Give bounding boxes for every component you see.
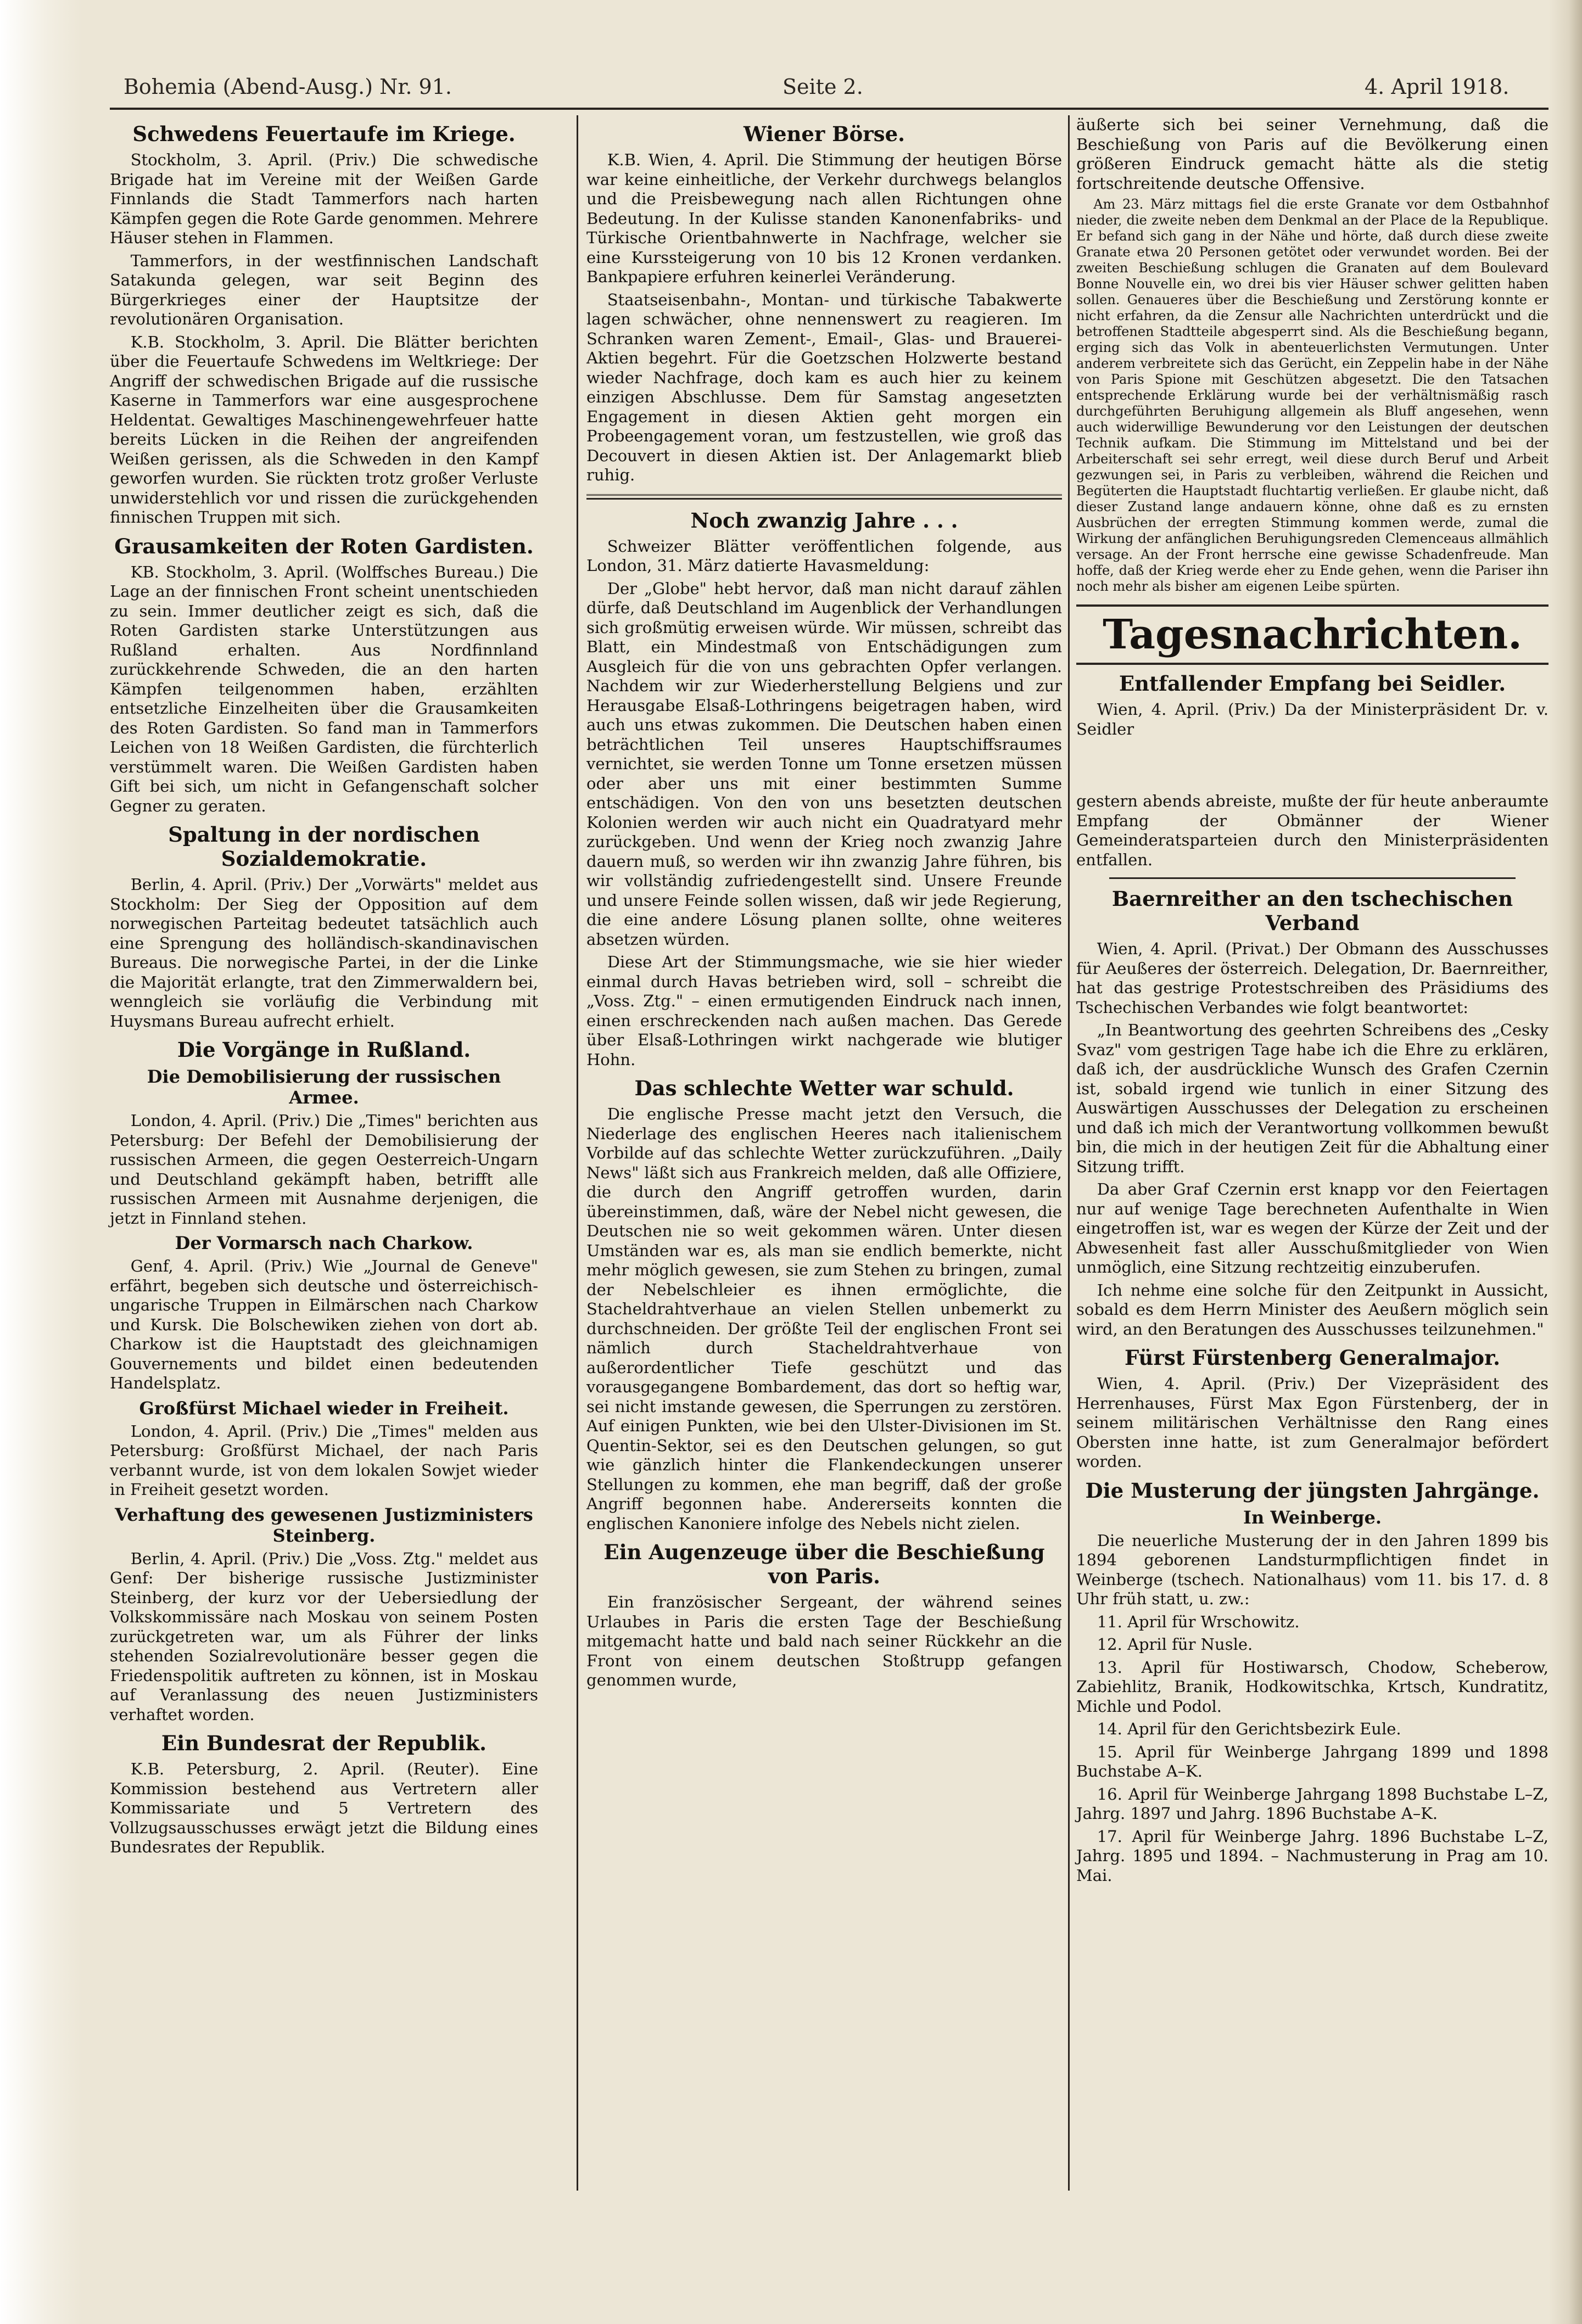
paragraph: Staatseisenbahn-, Montan- und türkische Tabakwerte lagen schwächer, ohne nennenswert zu reagieren. Im Schranken waren Zement-, Email-, Glas- und Brauerei-Aktien begehrt. Für die Goetzschen Holzwerte bestand wieder Nachfrage, doch kam es auch hier zu keinem einzigen Abschlusse. Dem für Samstag angesetzten Engagement in diesen Aktien geht morgen ein Probeengagement voran, um festzustellen, wie groß das Decouvert in diesen Aktien ist. Der Anlagemarkt blieb ruhig.	[586, 290, 1062, 484]
headline: Ein Augenzeuge über die Beschießung von Paris.	[603, 1540, 1045, 1588]
article-vormarsch-charkow	[110, 1233, 538, 1393]
header-page-number: Seite 2.	[782, 75, 863, 99]
subheadline: Die Demobilisierung der russischen Armee.	[147, 1066, 501, 1108]
subheadline: Großfürst Michael wieder in Freiheit.	[139, 1397, 509, 1419]
list-item: 11. April für Wrschowitz.	[1097, 1612, 1300, 1631]
headline: Baernreither an den tschechischen Verband	[1111, 887, 1513, 935]
paragraph: Berlin, 4. April. (Priv.) Die „Voss. Ztg." meldet aus Genf: Der bisherige russische Justizminister Steinberg, der kurz vor der Uebersiedlung der Volkskommissäre nach Moskau von seinem Posten zurückgetreten war, um als Führer der links stehenden Sozialrevolutionäre besser gegen die Friedenspolitik auftreten zu können, ist in Moskau auf Veranlassung des neuen Justizministers verhaftet worden.	[110, 1549, 538, 1724]
censored-gap	[1076, 742, 1549, 792]
paragraph: K.B. Stockholm, 3. April. Die Blätter berichten über die Feuertaufe Schwedens im Weltkriege: Der Angriff der schwedischen Brigade auf die russische Kaserne in Tammerfors war eine ausgesprochene Heldentat. Gewaltiges Maschinengewehrfeuer hatte bereits Lücken in die Reihen der angreifenden Weißen gerissen, als die Schweden in den Kampf geworfen wurden. Sie rückten trotz großer Verluste unwiderstehlich vor und rissen die zurückgehenden finnischen Truppen mit sich.	[110, 332, 538, 527]
column-2	[586, 115, 1062, 1694]
list-item: 16. April für Weinberge Jahrgang 1898 Buchstabe L–Z, Jahrg. 1897 und Jahrg. 1896 Buchstabe A–K.	[1076, 1784, 1549, 1823]
paragraph: Wien, 4. April. (Privat.) Der Obmann des Ausschusses für Aeußeres der österreich. Delegation, Dr. Baernreither, hat das gestrige Protestschreiben des Präsidiums des Tschechischen Verbandes wie folgt beantwortet:	[1076, 939, 1549, 1017]
paragraph: Diese Art der Stimmungsmache, wie sie hier wieder einmal durch Havas betrieben wird, soll – schreibt die „Voss. Ztg." – einen ermutigenden Eindruck nach innen, einen erschreckenden nach außen machen. Das Gerede über Elsaß-Lothringen wirkt nachgerade wie blutiger Hohn.	[586, 953, 1062, 1069]
page-header	[124, 65, 1546, 109]
paragraph: Der „Globe" hebt hervor, daß man nicht darauf zählen dürfe, daß Deutschland im Augenblick der Verhandlungen sich großmütig erweisen würde. Wir müssen, schreibt das Blatt, ein Mindestmaß von Entschädigungen zum Ausgleich für die von uns gebrachten Opfer verlangen. Nachdem wir zur Wiederherstellung Belgiens und zur Herausgabe Elsaß-Lothringens beigetragen haben, wird auch uns etwas zukommen. Die Deutschen haben einen beträchtlichen Teil unseres Hauptschiffsraumes vernichtet, sie werden Tonne um Tonne ersetzen müssen oder aber uns mit einer bestimmten Summe entschädigen. Von den von uns besetzten deutschen Kolonien werden wir auch nicht ein Quadratyard mehr zurückgeben. Und wenn der Krieg noch zwanzig Jahre dauern muß, so werden wir ihn zwanzig Jahre führen, bis wir vollständig zufriedengestellt sind. Unsere Freunde und unsere Feinde sollen wissen, daß wir jede Regierung, die eine andere Lösung planen sollte, ohne weiteres absetzen würden.	[586, 579, 1062, 949]
paragraph: KB. Stockholm, 3. April. (Wolffsches Bureau.) Die Lage an der finnischen Front scheint unentschieden zu sein. Immer deutlicher zeigt es sich, daß die Roten Gardisten starke Unterstützungen aus Rußland erhalten. Aus Nordfinnland zurückkehrende Schweden, die an den harten Kämpfen teilgenommen haben, erzählten entsetzliche Einzelheiten über die Grausamkeiten des Roten Gardisten. So fand man in Tammerfors Leichen von 18 Weißen Gardisten, die fürchterlich verstümmelt waren. Die Weißen Gardisten haben Gift bei sich, um nicht in Gefangenschaft solcher Gegner zu geraten.	[110, 562, 538, 815]
header-left: Bohemia (Abend-Ausg.) Nr. 91.	[124, 75, 452, 99]
section-divider	[1109, 877, 1516, 879]
article-spaltung-sozialdemokratie	[110, 822, 538, 1031]
paragraph: Am 23. März mittags fiel die erste Granate vor dem Ostbahnhof nieder, die zweite neben dem Denkmal an der Place de la Republique. Er befand sich gang in der Nähe und hörte, daß durch diese zweite Granate etwa 20 Personen getötet oder verwundet worden. Bei der zweiten Beschießung schlugen die Granaten auf dem Boulevard Bonne Nouvelle ein, wo drei bis vier Häuser schwer gelitten haben sollen. Genaueres über die Beschießung und Zerstörung konnte er nicht erfahren, da die Zensur alle Nachrichten unterdrückt und die betroffenen Stadtteile abgesperrt sind. Als die Beschießung begann, erging sich das Volk in abenteuerlichsten Vermutungen. Unter anderem verbreitete sich das Gerücht, ein Zeppelin habe in der Nähe von Paris Spione mit Geschützen abgesetzt. Die den Tatsachen entsprechende Erklärung wurde bei der verhältnismäßig rasch durchgeführten Beruhigung allgemein als Bluff angesehen, wenn auch widerwillige Bewunderung vor den Leistungen der deutschen Technik aufkam. Die Stimmung im Mittelstand und bei der Arbeiterschaft sei sehr erregt, weil diese durch Beruf und Arbeit gezwungen sei, in Paris zu verbleiben, während die Reichen und Begüterten die Hauptstadt fluchtartig verließen. Er glaube nicht, daß dieser Zustand lange andauern könne, ohne daß es zu ernsten Ausbrüchen der erregten Stimmung kommen werde, zumal die Wirkung der anfänglichen Beruhigungsreden Clemenceaus allmählich versage. An der Front herrsche eine gewisse Schadenfreude. Man hoffe, daß der Krieg werde eher zu Ende gehen, wenn die Pariser ihn noch mehr als bisher am eigenen Leibe spürten.	[1076, 197, 1549, 594]
article-augenzeuge-paris	[586, 1540, 1062, 1690]
subheadline: Der Vormarsch nach Charkow.	[175, 1233, 473, 1253]
column-rule-2	[1068, 115, 1070, 2191]
article-musterung	[1076, 1479, 1549, 1886]
column-1	[110, 115, 538, 1861]
paragraph: Ich nehme eine solche für den Zeitpunkt in Aussicht, sobald es dem Herrn Minister des Aeußern möglich sein wird, an den Beratungen des Ausschusses teilzunehmen."	[1076, 1280, 1549, 1339]
article-schweden-feuertaufe	[110, 122, 538, 528]
headline: Schwedens Feuertaufe im Kriege.	[132, 122, 516, 146]
small-print-block	[1076, 197, 1549, 595]
headline: Die Musterung der jüngsten Jahrgänge.	[1085, 1478, 1540, 1503]
article-vorgaenge-russland	[110, 1038, 538, 1228]
article-augenzeuge-continued	[1076, 115, 1549, 595]
list-item: 13. April für Hostiwarsch, Chodow, Scheberow, Zabiehlitz, Branik, Hodkowitschka, Krtsch, Kundratitz, Michle und Podol.	[1076, 1657, 1549, 1716]
list-item: 14. April für den Gerichtsbezirk Eule.	[1097, 1720, 1401, 1738]
header-rule	[110, 108, 1549, 110]
headline: Das schlechte Wetter war schuld.	[634, 1076, 1014, 1100]
headline: Entfallender Empfang bei Seidler.	[1119, 671, 1506, 696]
article-grausamkeiten	[110, 534, 538, 816]
column-rule-1	[577, 115, 578, 2191]
article-verhaftung-steinberg	[110, 1504, 538, 1725]
headline: Grausamkeiten der Roten Gardisten.	[114, 534, 534, 558]
paragraph: gestern abends abreiste, mußte der für heute anberaumte Empfang der Obmänner der Wiener Gemeinderatsparteien durch den Ministerpräsidenten entfallen.	[1076, 792, 1549, 869]
article-empfang-seidler	[1076, 671, 1549, 870]
header-date: 4. April 1918.	[1365, 75, 1510, 99]
subheadline: In Weinberge.	[1243, 1507, 1382, 1528]
paragraph: K.B. Petersburg, 2. April. (Reuter). Eine Kommission bestehend aus Vertretern aller Kommissariate und 5 Vertretern des Vollzugsausschusses erwägt jetzt die Bildung eines Bundesrates der Republik.	[110, 1760, 538, 1856]
paragraph: London, 4. April. (Priv.) Die „Times" melden aus Petersburg: Großfürst Michael, der nach Paris verbannt wurde, ist von dem lokalen Sowjet wieder in Freiheit gesetzt worden.	[110, 1421, 538, 1499]
section-divider	[586, 494, 1062, 500]
article-schlechtes-wetter	[586, 1076, 1062, 1533]
subheadline: Verhaftung des gewesenen Justizministers Steinberg.	[115, 1504, 533, 1546]
paragraph: Wien, 4. April. (Priv.) Da der Ministerpräsident Dr. v. Seidler	[1076, 700, 1549, 738]
article-noch-zwanzig-jahre	[586, 508, 1062, 1070]
paragraph: Wien, 4. April. (Priv.) Der Vizepräsident des Herrenhauses, Fürst Max Egon Fürstenberg, der in seinem militärischen Verhältnisse den Rang eines Obersten inne hatte, ist zum Generalmajor befördert worden.	[1076, 1374, 1549, 1471]
article-grossfuerst-michael	[110, 1398, 538, 1500]
paragraph: Genf, 4. April. (Priv.) Wie „Journal de Geneve" erfährt, begeben sich deutsche und österreichisch-ungarische Truppen in Eilmärschen nach Charkow und Kursk. Die Bolschewiken ziehen von dort ab. Charkow ist die Hauptstadt des gleichnamigen Gouvernements und bildet einen bedeutenden Handelsplatz.	[110, 1257, 538, 1392]
article-fuerstenberg	[1076, 1346, 1549, 1472]
paragraph: äußerte sich bei seiner Vernehmung, daß die Beschießung von Paris auf die Bevölkerung einen größeren Eindruck gemacht hätte als die stetig fortschreitende deutsche Offensive.	[1076, 115, 1549, 193]
paragraph: Die neuerliche Musterung der in den Jahren 1899 bis 1894 geborenen Landsturmpflichtigen findet in Weinberge (tschech. Nationalhaus) vom 11. bis 17. d. 8 Uhr früh statt, u. zw.:	[1076, 1531, 1549, 1608]
paragraph: Ein französischer Sergeant, der während seines Urlaubes in Paris die ersten Tage der Beschießung mitgemacht hatte und bald nach seiner Rückkehr an die Front von einem deutschen Stoßtrupp gefangen genommen wurde,	[586, 1593, 1062, 1689]
article-baernreither	[1076, 887, 1549, 1339]
paragraph: Tammerfors, in der westfinnischen Landschaft Satakunda gelegen, war seit Beginn des Bürgerkrieges einer der Hauptsitze der revolutionären Organisation.	[110, 251, 538, 328]
headline: Spaltung in der nordischen Sozialdemokratie.	[168, 822, 480, 871]
paragraph: „In Beantwortung des geehrten Schreibens des „Cesky Svaz" vom gestrigen Tage habe ich die Ehre zu erklären, daß ich, der ausdrückliche Wunsch des Grafen Czernin ist, sobald irgend wie tunlich in einer Sitzung des Auswärtigen Ausschusses der Delegation zu erscheinen und daß ich mich der Verantwortung vollkommen bewußt bin, die mich in der heutigen Zeit für die Abhaltung einer Sitzung trifft.	[1076, 1021, 1549, 1176]
column-3	[1076, 115, 1549, 1889]
paragraph: Die englische Presse macht jetzt den Versuch, die Niederlage des englischen Heeres nach italienischem Vorbilde auf das schlechte Wetter zurückzuführen. „Daily News" läßt sich aus Frankreich melden, daß alle Offiziere, die durch den Angriff getroffen wurden, darin übereinstimmen, daß, wäre der Nebel nicht gewesen, die Deutschen nie so weit gekommen wären. Unter diesen Umständen war es, als man sie endlich bemerkte, nicht mehr möglich gewesen, sie zum Stehen zu bringen, zumal der Nebelschleier es ihnen ermöglichte, die Stacheldrahtverhaue an vielen Stellen unbemerkt zu durchschneiden. Der größte Teil der englischen Front sei nämlich durch Stacheldrahtverhaue von außerordentlicher Tiefe geschützt und das vorausgegangene Bombardement, das dort so heftig war, sei nicht imstande gewesen, die Sperrungen zu zerstören. Auf einigen Punkten, wie bei den Ulster-Divisionen im St. Quentin-Sektor, sei es den Deutschen gelungen, so gut wie gänzlich hinter die Flankendeckungen unserer Stellungen zu kommen, ehe man begriff, daß der große Angriff begonnen habe. Andererseits konnten die englischen Kanoniere infolge des Nebels nicht zielen.	[586, 1105, 1062, 1533]
list-item: 15. April für Weinberge Jahrgang 1899 und 1898 Buchstabe A–K.	[1076, 1742, 1549, 1780]
article-bundesrat-republik	[110, 1731, 538, 1857]
paragraph: Schweizer Blätter veröffentlichen folgende, aus London, 31. März datierte Havasmeldung:	[586, 536, 1062, 575]
headline: Noch zwanzig Jahre . . .	[690, 508, 958, 533]
headline: Ein Bundesrat der Republik.	[161, 1731, 487, 1755]
headline: Wiener Börse.	[743, 122, 905, 146]
paragraph: London, 4. April. (Priv.) Die „Times" berichten aus Petersburg: Der Befehl der Demobilisierung der russischen Armeen, die gegen Oesterreich-Ungarn und Deutschland gekämpft haben, betrifft alle russischen Armeen mit Ausnahme derjenigen, die jetzt in Finnland stehen.	[110, 1111, 538, 1228]
paragraph: Stockholm, 3. April. (Priv.) Die schwedische Brigade hat im Vereine mit der Weißen Garde Finnlands die Stadt Tammerfors nach harten Kämpfen gegen die Rote Garde genommen. Mehrere Häuser stehen in Flammen.	[110, 150, 538, 247]
headline: Fürst Fürstenberg Generalmajor.	[1124, 1346, 1501, 1370]
article-wiener-boerse	[586, 122, 1062, 485]
section-masthead: Tagesnachrichten.	[1076, 604, 1549, 665]
paragraph: Da aber Graf Czernin erst knapp vor den Feiertagen nur auf wenige Tage berechneten Aufenthalte in Wien eingetroffen ist, war es wegen der Kürze der Zeit und der Abwesenheit fast aller Ausschußmitglieder von Wien unmöglich, eine Sitzung rechtzeitig einzuberufen.	[1076, 1180, 1549, 1276]
headline: Die Vorgänge in Rußland.	[177, 1038, 471, 1062]
list-item: 12. April für Nusle.	[1097, 1635, 1253, 1654]
list-item: 17. April für Weinberge Jahrg. 1896 Buchstabe L–Z, Jahrg. 1895 und 1894. – Nachmusterung in Prag am 10. Mai.	[1076, 1827, 1549, 1885]
paragraph: Berlin, 4. April. (Priv.) Der „Vorwärts" meldet aus Stockholm: Der Sieg der Opposition auf dem norwegischen Parteitag bedeutet tatsächlich auch eine Sprengung des holländisch-skandinavischen Bureaus. Die norwegische Partei, in der die Linke die Majorität erlangte, trat den Zimmerwaldern bei, wenngleich sie vorläufig die Verbindung mit Huysmans Bureau aufrecht erhielt.	[110, 875, 538, 1031]
paragraph: K.B. Wien, 4. April. Die Stimmung der heutigen Börse war keine einheitliche, der Verkehr durchwegs belanglos und die Preisbewegung nach allen Richtungen ohne Bedeutung. In der Kulisse standen Kanonenfabriks- und Türkische Orientbahnwerte in Nachfrage, welcher sie eine Kurssteigerung von 10 bis 12 Kronen verdanken. Bankpapiere erfuhren keinerlei Veränderung.	[586, 150, 1062, 286]
